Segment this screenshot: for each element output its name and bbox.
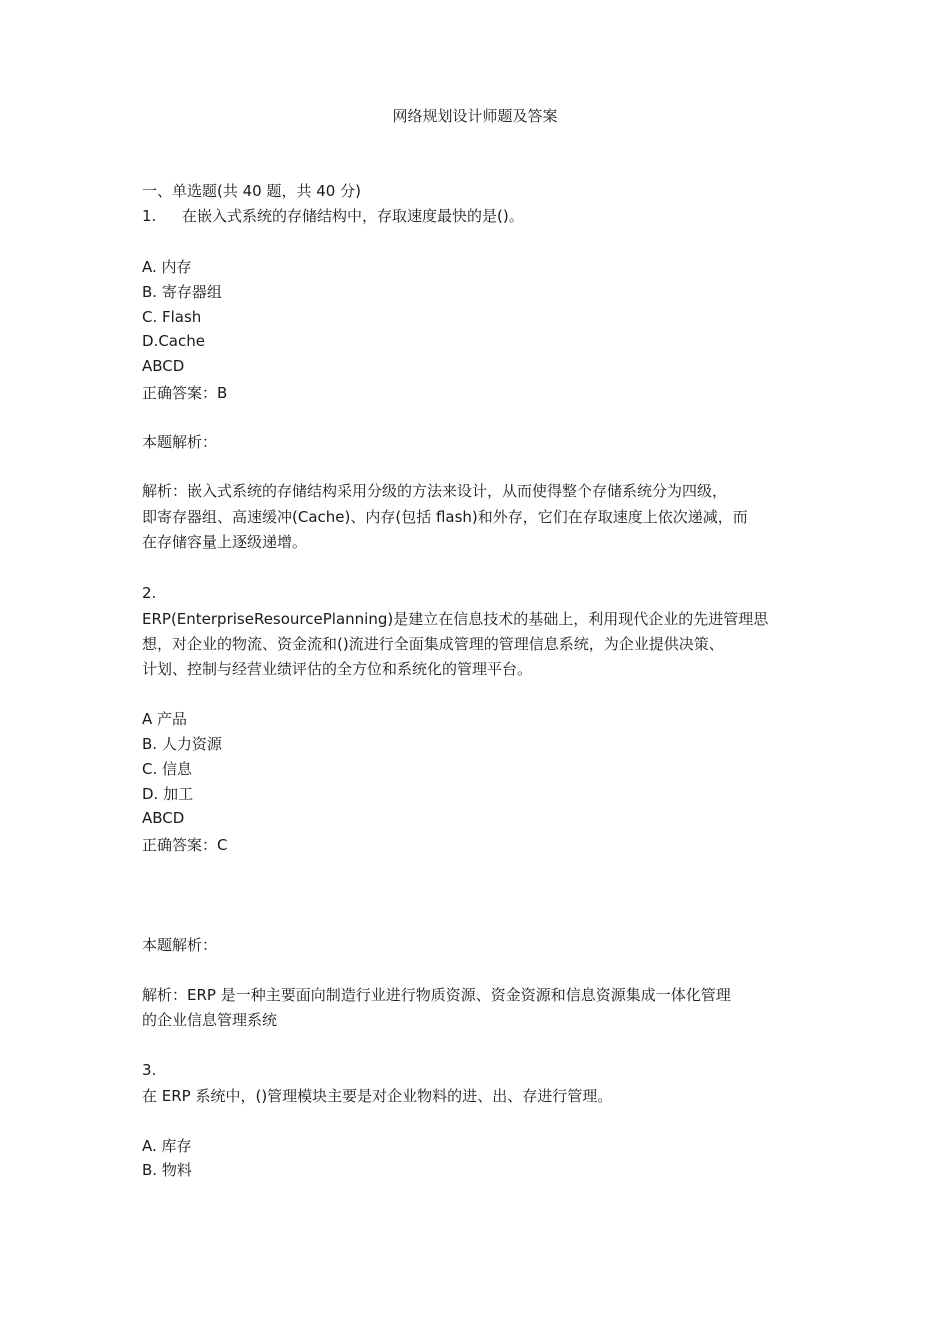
option-a: A. 内存 [142, 258, 192, 276]
option-c: C. 信息 [142, 760, 193, 778]
option-b: B. 寄存器组 [142, 283, 222, 301]
explanation-line: 解析：嵌入式系统的存储结构采用分级的方法来设计，从而使得整个存储系统分为四级， [142, 482, 728, 500]
correct-answer: 正确答案：C [142, 836, 228, 854]
explanation-line: 解析：ERP 是一种主要面向制造行业进行物质资源、资金资源和信息资源集成一体化管理 [142, 986, 731, 1004]
document-title: 网络规划设计师题及答案 [392, 107, 558, 125]
option-d: D.Cache [142, 332, 205, 350]
question-text: ERP(EnterpriseResourcePlanning)是建立在信息技术的基础上，利用现代企业的先进管理思 [142, 610, 769, 628]
question-text: 想，对企业的物流、资金流和()流进行全面集成管理的管理信息系统，为企业提供决策、 [142, 635, 724, 653]
explanation-line: 在存储容量上逐级递增。 [142, 533, 308, 551]
explanation-heading: 本题解析： [142, 433, 218, 451]
option-a: A. 库存 [142, 1137, 192, 1155]
question-text: 计划、控制与经营业绩评估的全方位和系统化的管理平台。 [142, 660, 533, 678]
question-number: 1. [142, 207, 157, 225]
explanation-line: 即寄存器组、高速缓冲(Cache)、内存(包括 flash)和外存，它们在存取速度上依次递减，而 [142, 508, 748, 526]
option-d: D. 加工 [142, 785, 194, 803]
question-number: 2. [142, 584, 157, 602]
option-b: B. 物料 [142, 1161, 192, 1179]
choices-line: ABCD [142, 357, 185, 375]
option-c: C. Flash [142, 308, 202, 326]
option-a: A 产品 [142, 710, 188, 728]
choices-line: ABCD [142, 809, 185, 827]
option-b: B. 人力资源 [142, 735, 222, 753]
question-text: 在 ERP 系统中，()管理模块主要是对企业物料的进、出、存进行管理。 [142, 1087, 613, 1105]
correct-answer: 正确答案：B [142, 384, 228, 402]
question-number: 3. [142, 1061, 157, 1079]
section-heading: 一、单选题(共 40 题，共 40 分) [142, 182, 361, 200]
question-text: 在嵌入式系统的存储结构中，存取速度最快的是()。 [182, 207, 524, 225]
explanation-line: 的企业信息管理系统 [142, 1011, 278, 1029]
explanation-heading: 本题解析： [142, 936, 218, 954]
